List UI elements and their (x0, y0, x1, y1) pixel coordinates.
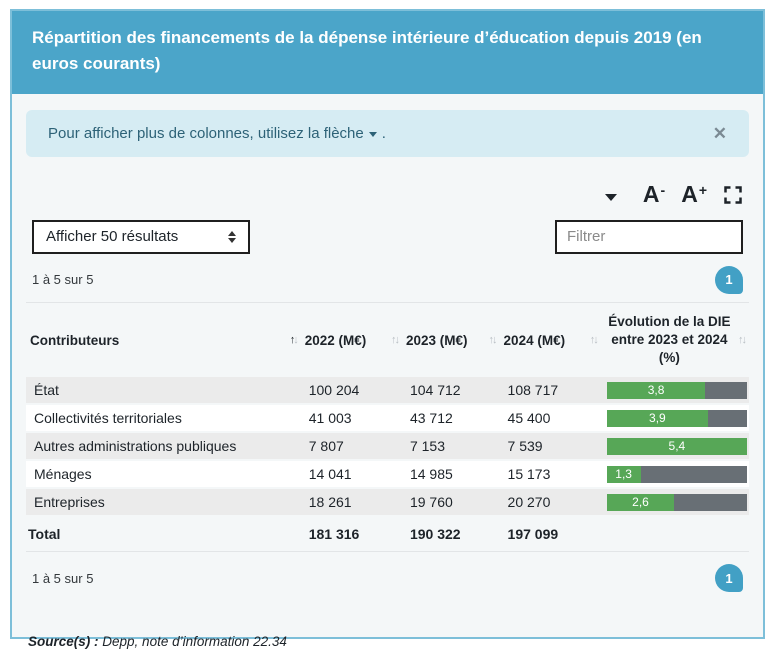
pagination-bottom (26, 552, 749, 600)
column-label: 2024 (M€) (503, 332, 566, 348)
total-2023: 190 322 (402, 517, 500, 552)
total-2024: 197 099 (500, 517, 601, 552)
evolution-value: 3,8 (647, 383, 665, 398)
value-2022: 18 261 (301, 489, 402, 517)
value-2024: 45 400 (500, 405, 601, 433)
column-header-2022[interactable] (301, 302, 402, 378)
font-decrease-button[interactable] (642, 180, 666, 207)
evolution-bar-cell (601, 405, 749, 433)
value-2023: 14 985 (402, 461, 500, 489)
evolution-bar (607, 382, 747, 399)
data-table (26, 302, 749, 553)
columns-dropdown-button[interactable] (605, 187, 627, 201)
evolution-bar (607, 438, 747, 455)
table-row (26, 405, 749, 433)
column-header-evolution[interactable] (601, 302, 749, 378)
evolution-bar-cell (601, 489, 749, 517)
value-2024: 15 173 (500, 461, 601, 489)
column-header-contributeurs[interactable] (26, 302, 301, 378)
toolbar (26, 157, 749, 212)
value-2024: 20 270 (500, 489, 601, 517)
value-2024: 7 539 (500, 433, 601, 461)
source-text: Depp, note d’information 22.34 (102, 634, 287, 650)
page-number-badge[interactable]: 1 (715, 266, 743, 294)
sort-icon: ↑↓ (488, 334, 496, 347)
value-2022: 100 204 (301, 377, 402, 405)
sort-icon: ↑↓ (738, 334, 745, 347)
caret-down-icon (605, 194, 617, 201)
close-icon[interactable]: ✕ (712, 123, 727, 143)
sort-icon: ↑↓ (390, 334, 398, 347)
sort-icon: ↑↓ (289, 334, 297, 347)
source-label: Source(s) : (28, 634, 99, 650)
row-label: Ménages (26, 461, 301, 489)
value-2023: 104 712 (402, 377, 500, 405)
header-row (26, 302, 749, 378)
column-header-2024[interactable] (500, 302, 601, 378)
row-label: Entreprises (26, 489, 301, 517)
total-label: Total (26, 517, 301, 552)
evolution-bar (607, 410, 747, 427)
value-2022: 14 041 (301, 461, 402, 489)
evolution-bar-cell (601, 461, 749, 489)
table-row (26, 433, 749, 461)
fullscreen-button[interactable] (723, 183, 743, 205)
pagination-top (26, 254, 749, 302)
select-updown-icon (228, 231, 236, 243)
minus-icon: - (660, 181, 666, 198)
row-label: Autres administrations publiques (26, 433, 301, 461)
evolution-bar (607, 494, 747, 511)
evolution-bar (607, 466, 747, 483)
page-size-label: Afficher 50 résultats (46, 228, 179, 246)
widget-title: Répartition des financements de la dépense intérieure d’éducation depuis 2019 (en euros courants) (12, 11, 763, 94)
sort-icon: ↑↓ (589, 334, 597, 347)
value-2023: 43 712 (402, 405, 500, 433)
evolution-value: 3,9 (649, 411, 666, 426)
font-decrease-letter: A (642, 180, 660, 207)
info-banner (26, 110, 749, 157)
value-2023: 7 153 (402, 433, 500, 461)
results-range-text: 1 à 5 sur 5 (32, 272, 94, 288)
total-row (26, 517, 749, 552)
total-evolution-empty (601, 517, 749, 552)
value-2022: 41 003 (301, 405, 402, 433)
source-line (26, 634, 749, 665)
widget-body (12, 94, 763, 665)
value-2022: 7 807 (301, 433, 402, 461)
page-size-select[interactable] (32, 220, 250, 254)
page-number-badge[interactable]: 1 (715, 564, 743, 592)
caret-down-icon (369, 132, 377, 137)
fullscreen-icon (723, 185, 743, 205)
data-table-widget (10, 9, 765, 650)
table-row (26, 377, 749, 405)
evolution-value: 5,4 (668, 439, 686, 454)
row-label: Collectivités territoriales (26, 405, 301, 433)
column-label: 2022 (M€) (304, 332, 367, 348)
value-2023: 19 760 (402, 489, 500, 517)
info-banner-text: Pour afficher plus de colonnes, utilisez la flèche (48, 124, 364, 142)
evolution-value: 1,3 (615, 467, 632, 482)
spacer (26, 600, 749, 634)
font-increase-button[interactable] (681, 180, 707, 207)
column-header-2023[interactable] (402, 302, 500, 378)
total-2022: 181 316 (301, 517, 402, 552)
table-row (26, 489, 749, 517)
table-row (26, 461, 749, 489)
column-label: Contributeurs (30, 332, 120, 348)
column-label: Évolution de la DIE entre 2023 et 2024 (%) (608, 313, 731, 366)
controls-row (26, 212, 749, 254)
column-label: 2023 (M€) (405, 332, 468, 348)
results-range-text: 1 à 5 sur 5 (32, 570, 94, 586)
value-2024: 108 717 (500, 377, 601, 405)
plus-icon: + (698, 181, 707, 198)
evolution-value: 2,6 (632, 495, 649, 510)
evolution-bar-cell (601, 433, 749, 461)
font-increase-letter: A (681, 180, 698, 207)
filter-input[interactable] (555, 220, 743, 254)
info-banner-message (48, 125, 386, 142)
evolution-bar-cell (601, 377, 749, 405)
info-banner-suffix: . (381, 124, 386, 142)
row-label: État (26, 377, 301, 405)
